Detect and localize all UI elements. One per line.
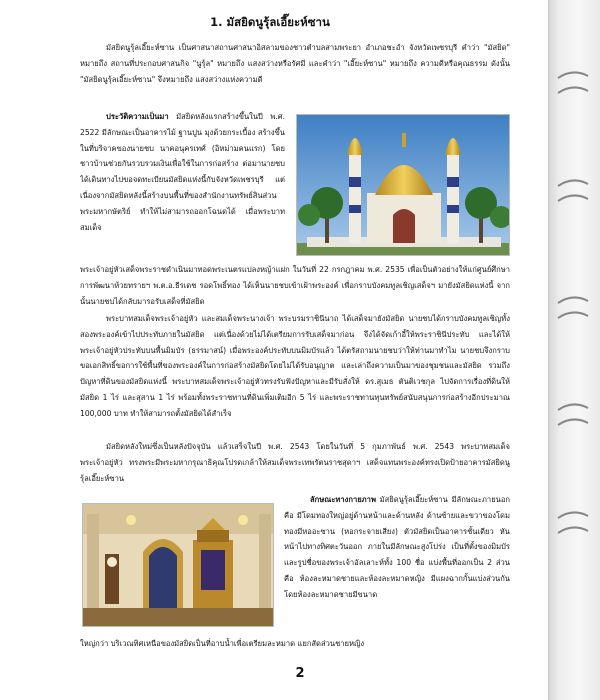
binding-ring	[556, 295, 590, 305]
architecture-side-paragraph	[284, 492, 510, 635]
binding-ring	[556, 310, 590, 320]
binding-ring	[556, 70, 590, 80]
page-title: 1. มัสยิดนูรุ้ลเอี๊ยะห์ซาน	[210, 15, 330, 29]
architecture-continued-paragraph: ใหญ่กว่า บริเวณทิศเหนือของมัสยิดเป็นที่อาบน้ำเพื่อเตรียมละหมาด แยกสัดส่วนชายหญิง	[80, 639, 365, 648]
binding-ring	[556, 510, 590, 520]
history-continued-paragraph: พระเจ้าอยู่หัวเสด็จพระราชดำเนินมาทอดพระเนตรแปลงหญ้าแฝก ในวันที่ 22 กรกฎาคม พ.ศ. 2535 เพื่อเป็นตัวอย่างให้แก่ศูนย์ศึกษาการพัฒนาห้วยทรายฯ พ.ต.อ.ธีรเดช รอดโพธิ์ทอง ได้เห็นนายชบเข้าเฝ้าพระองค์ เพื่อกราบบังคมทูลเชิญเสด็จฯ มายังมัสยิดแห่งนี้ จากนั้นนายชบได้กลับมารอรับเสด็จที่มัสยิด	[80, 265, 510, 306]
intro-paragraph: มัสยิดนูรุ้ลเอี๊ยะห์ซาน เป็นศาสนาสถานศาสนาอิสลามของชาวตำบลสามพระยา อำเภอชะอำ จังหวัดเพชรบุรี คำว่า "มัสยิด" หมายถึง สถานที่ประกอบศาสนกิจ "นูรุ้ล" หมายถึง แสงสว่างหรือรัศมี และคำว่า "เอี๊ยะห์ซาน" หมายถึง ความดีหรือคุณธรรม ดังนั้น "มัสยิดนูรุ้ลเอี๊ยะห์ซาน" จึงหมายถึง แสงสว่างแห่งความดี	[80, 43, 510, 84]
notebook-binding	[548, 0, 600, 700]
royal-visit-paragraph: พระบาทสมเด็จพระเจ้าอยู่หัว และสมเด็จพระนางเจ้า พระบรมราชินีนาถ ได้เสด็จมายังมัสยิด นายชบได้กราบบังคมทูลเชิญทั้งสองพระองค์เข้าไปประทับภายในมัสยิด แต่เนื่องด้วยไม่ได้เตรียมการรับเสด็จมาก่อน จึงได้จัดเก้าอี้ให้พระราชินีประทับ และได้ให้พระเจ้าอยู่หัวประทับบนพื้นมิมบัร (ธรรมาสน์) เมื่อพระองค์ประทับบนมิมบัรแล้ว ได้ตรัสถามนายชบว่าให้ท่านมาทำไม นายชบจึงกราบขอเอกสิทธิ์ขอการใช้พื้นที่ของพระองค์ในการก่อสร้างมัสยิดโดยไม่ได้รับอนุญาต และเล่าถึงความเป็นมาของชุมชนและมัสยิด รวมถึงปัญหาที่ดินของมัสยิดแห่งนี้ พระบาทสมเด็จพระเจ้าอยู่หัวทรงรับฟังปัญหาและมีรับสั่งให้ ดร.สุเมธ ตันติเวชกุล ไปจัดการเรื่องที่ดินให้มัสยิด 1 ไร่ และสุสาน 1 ไร่ พร้อมทั้งพระราชทานที่ดินเพิ่มเติมอีก 5 ไร่ และพระราชทานทุนทรัพย์สนับสนุนการก่อสร้างอีกประมาณ 100,000 บาท ทำให้สามารถตั้งมัสยิดได้สำเร็จ	[80, 314, 510, 418]
history-side-text: มัสยิดหลังแรกสร้างขึ้นในปี พ.ศ. 2522 มีลักษณะเป็นอาคารไม้ ฐานปูน มุงด้วยกระเบื้อง สร้างขึ้นในที่บริจาคของนายชบ นาคอนุครเทศ์ (อิหม่ามคนแรก) โดยชาวบ้านช่วยกันรวบรวมเงินเพื่อใช้ในการก่อสร้าง ต่อมานายชบได้เดินทางไปขอจดทะเบียนมัสยิดแห่งนี้กับจังหวัดเพชรบุรี แต่เนื่องจากมัสยิดหลังนี้สร้างบนพื้นที่ของสำนักงานทรัพย์สินส่วนพระมหากษัตริย์ ทำให้ไม่สามารถออกโฉนดได้ เมื่อพระบาทสมเด็จ	[80, 112, 285, 232]
binding-ring	[556, 178, 590, 188]
binding-ring	[556, 193, 590, 203]
binding-ring	[556, 417, 590, 427]
mosque-exterior-photo	[296, 114, 510, 256]
binding-ring	[556, 85, 590, 95]
binding-ring	[556, 525, 590, 535]
new-mosque-paragraph: มัสยิดหลังใหม่ซึ่งเป็นหลังปัจจุบัน แล้วเสร็จในปี พ.ศ. 2543 โดยในวันที่ 5 กุมภาพันธ์ พ.ศ. 2543 พระบาทสมเด็จพระเจ้าอยู่หัว ทรงพระมีพระมหากรุณาธิคุณโปรดเกล้าให้สมเด็จพระเทพรัตนราชสุดาฯ เสด็จแทนพระองค์ทรงเปิดป้ายอาคารมัสยิดนูรุ้ลเอี๊ยะห์ซาน	[80, 442, 510, 483]
page-number: 2	[295, 666, 305, 681]
history-heading: ประวัติความเป็นมา	[106, 112, 169, 121]
mosque-interior-photo	[82, 503, 274, 627]
history-side-paragraph	[80, 109, 285, 269]
architecture-heading: ลักษณะทางกายภาพ	[310, 495, 376, 504]
binding-ring	[556, 402, 590, 412]
architecture-side-text: มัสยิดนูรุ้ลเอี๊ยะห์ซาน มีลักษณะภายนอก คือ มีโดมทองใหญ่อยู่ด้านหน้าและด้านหลัง ด้านซ้ายและขวาของโดมทองมีหออะซาน (หอกระจายเสียง) ตัวมัสยิดเป็นอาคารชั้นเดียว หันหน้าไปทางทิศตะวันออก ภายในมีลักษณะสูงโปร่ง เป็นที่ตั้งของมิมบัรและรูปชื่อของพระเจ้าอัลเลาะห์ทั้ง 100 ชื่อ แบ่งพื้นที่ออกเป็น 2 ส่วน คือ ห้องละหมาดชายและห้องละหมาดหญิง มีแผงฉากกั้นแบ่งส่วนกัน โดยห้องละหมาดชายมีขนาด	[284, 495, 510, 599]
